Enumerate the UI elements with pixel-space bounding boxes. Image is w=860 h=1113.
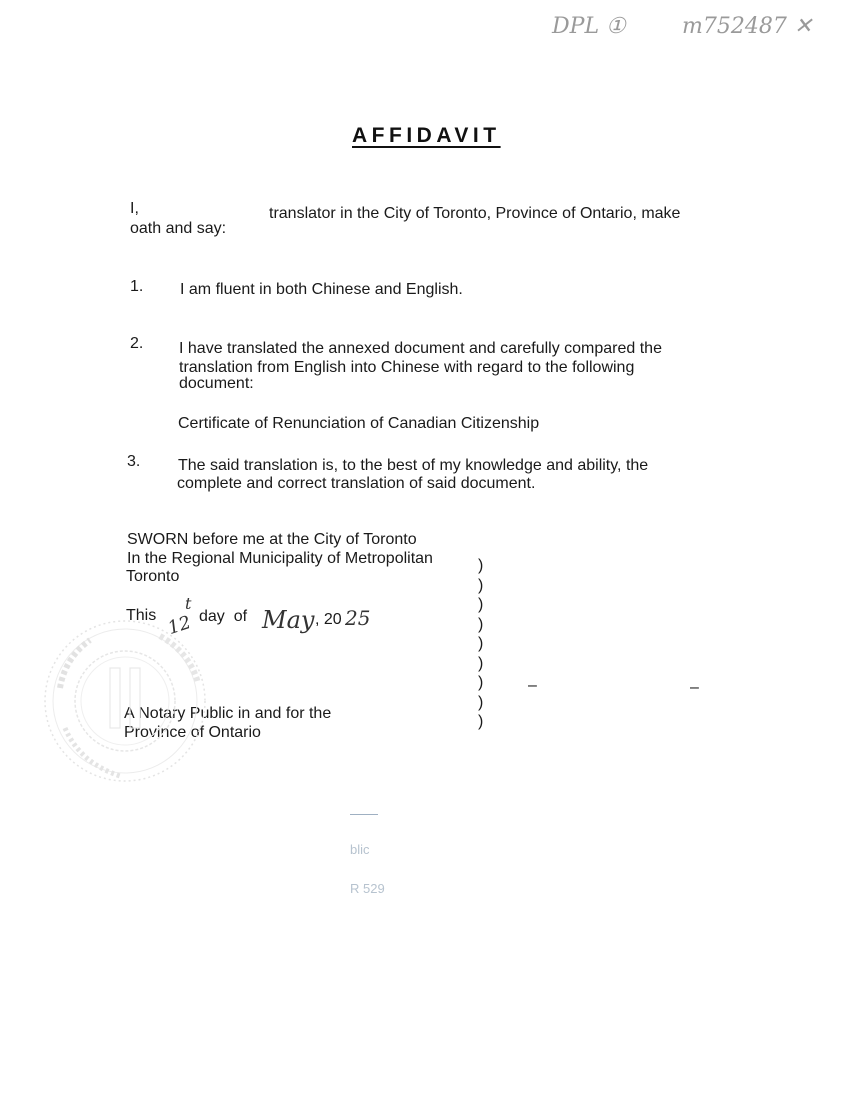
notary-line1: A Notary Public in and for the [124, 705, 332, 722]
faint-stamp-text-2: R 529 [350, 881, 385, 896]
item-2-line-1: I have translated the annexed document and carefully compared the [179, 340, 662, 357]
faint-stamp-text-1: blic [350, 842, 370, 857]
parenthesis: ) [478, 674, 484, 691]
sworn-line1: SWORN before me at the City of Toronto [127, 531, 417, 548]
embossed-seal-icon [40, 618, 210, 784]
this-label: This [126, 607, 157, 624]
parenthesis: ) [478, 713, 484, 730]
item-2-line-3: document: [179, 375, 254, 392]
parenthesis: ) [478, 693, 484, 711]
item-2-line-2: translation from English into Chinese with regard to the following [179, 359, 635, 376]
parenthesis: ) [478, 615, 484, 633]
item-3-line-1: The said translation is, to the best of my knowledge and ability, the [178, 457, 649, 474]
handwritten-reference-right: m752487 ✕ [682, 14, 813, 39]
parentheses-column [478, 556, 488, 732]
item-number-3: 3. [127, 453, 141, 470]
handwritten-reference-left: DPL ① [552, 14, 626, 39]
signature-dash-right: – [690, 679, 699, 696]
day-of-label: day of [199, 608, 248, 625]
parenthesis: ) [478, 557, 484, 574]
faint-stamp-rule [350, 814, 378, 815]
sworn-line2: In the Regional Municipality of Metropolitan [127, 550, 433, 567]
item-3-line-2: complete and correct translation of said document. [177, 475, 536, 492]
handwritten-day-superscript: t [185, 594, 192, 613]
handwritten-day: 12 [165, 611, 194, 640]
handwritten-year: 25 [345, 606, 371, 630]
handwritten-month: May [262, 606, 315, 634]
notary-line2: Province of Ontario [124, 724, 261, 741]
intro-line1-rest: translator in the City of Toronto, Province of Ontario, make [269, 205, 681, 222]
year-prefix: , 20 [315, 611, 342, 628]
intro-line2: oath and say: [130, 220, 227, 237]
page-title: AFFIDAVIT [352, 124, 501, 147]
parenthesis: ) [478, 576, 484, 594]
item-number-2: 2. [130, 335, 144, 352]
intro-line1-start: I, [130, 200, 139, 217]
parenthesis: ) [478, 596, 484, 613]
item-1-line-1: I am fluent in both Chinese and English. [180, 281, 463, 298]
item-number-1: 1. [130, 278, 144, 295]
parenthesis: ) [478, 654, 484, 672]
document-name: Certificate of Renunciation of Canadian Citizenship [178, 415, 540, 432]
sworn-line3: Toronto [126, 568, 180, 585]
parenthesis: ) [478, 635, 484, 652]
signature-dash-left: – [528, 677, 537, 694]
